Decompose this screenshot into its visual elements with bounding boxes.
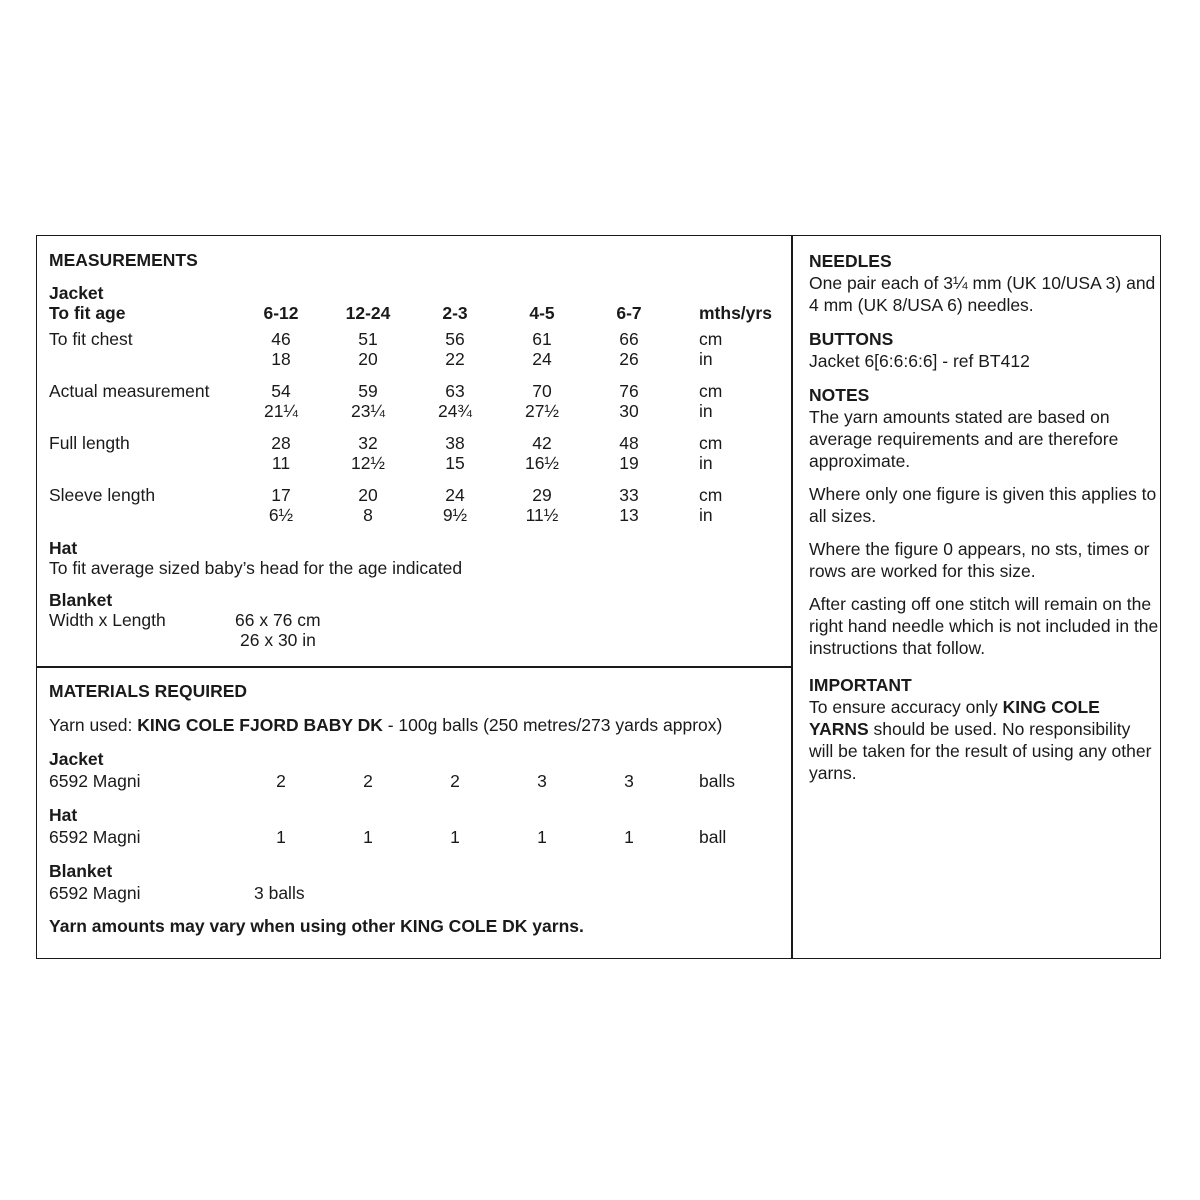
needles-section <box>809 250 1159 316</box>
value-in: 16½ <box>524 453 560 473</box>
fit-age-label: To fit age <box>49 303 126 323</box>
value-cm: 33 <box>619 485 639 505</box>
value-cm: 63 <box>445 381 465 401</box>
value-in: 21¼ <box>263 401 299 421</box>
materials-hat-label: Hat <box>49 805 78 825</box>
measurements-heading: MEASUREMENTS <box>49 250 198 270</box>
yarn-prefix: Yarn used: <box>49 715 138 735</box>
row-label: Full length <box>49 433 130 453</box>
value-in: 24 <box>532 349 552 369</box>
value-cm: 42 <box>532 433 552 453</box>
materials-blanket-label: Blanket <box>49 861 113 881</box>
value-cm: 51 <box>358 329 378 349</box>
notes-heading: NOTES <box>809 385 870 405</box>
important-brand: KING COLE YARNS <box>809 697 1100 739</box>
needles-text: One pair each of 3¼ mm (UK 10/USA 3) and 4 mm (UK 8/USA 6) needles. <box>809 273 1156 315</box>
value-in: 15 <box>445 453 465 473</box>
value-in: 22 <box>445 349 465 369</box>
section-divider <box>36 666 792 668</box>
jacket-qty-unit: balls <box>699 771 735 791</box>
blanket-qty: 3 balls <box>254 883 305 903</box>
hat-qty: 1 <box>537 827 547 847</box>
unit-cm: cm <box>699 381 723 401</box>
jacket-qty: 3 <box>624 771 634 791</box>
blanket-label: Blanket <box>49 590 113 610</box>
blanket-shade: 6592 Magni <box>49 883 141 903</box>
unit-cm: cm <box>699 485 723 505</box>
value-in: 24¾ <box>437 401 473 421</box>
unit-in: in <box>699 453 713 473</box>
value-in: 11½ <box>525 505 559 525</box>
row-label: To fit chest <box>49 329 133 349</box>
hat-qty-unit: ball <box>699 827 727 847</box>
size-header: 6-7 <box>616 303 642 323</box>
hat-qty: 1 <box>363 827 373 847</box>
notes-paragraph: Where only one figure is given this applies to all sizes. <box>809 484 1157 526</box>
size-header: 4-5 <box>529 303 555 323</box>
value-cm: 29 <box>532 485 552 505</box>
value-in: 18 <box>271 349 291 369</box>
jacket-label: Jacket <box>49 283 104 303</box>
important-section <box>809 674 1159 784</box>
size-header: 2-3 <box>442 303 468 323</box>
blanket-size-cm: 66 x 76 cm <box>235 610 321 630</box>
value-in: 6½ <box>268 505 294 525</box>
materials-footer-note: Yarn amounts may vary when using other KING COLE DK yarns. <box>49 916 584 936</box>
buttons-section <box>809 328 1159 372</box>
important-text-b: should be used. No responsibility will be taken for the result of using any other yarns. <box>809 719 1152 783</box>
value-cm: 66 <box>619 329 639 349</box>
value-cm: 20 <box>358 485 378 505</box>
important-heading: IMPORTANT <box>809 675 912 695</box>
yarn-used-line <box>49 715 722 736</box>
value-in: 13 <box>619 505 639 525</box>
notes-paragraph: The yarn amounts stated are based on average requirements and are therefore approximate. <box>809 407 1119 471</box>
value-cm: 32 <box>358 433 378 453</box>
unit-in: in <box>699 349 713 369</box>
value-in: 12½ <box>350 453 386 473</box>
unit-in: in <box>699 401 713 421</box>
row-label: Actual measurement <box>49 381 210 401</box>
value-in: 20 <box>358 349 378 369</box>
buttons-heading: BUTTONS <box>809 329 894 349</box>
value-in: 23¼ <box>350 401 386 421</box>
unit-cm: cm <box>699 433 723 453</box>
value-in: 11 <box>271 453 291 473</box>
value-cm: 61 <box>532 329 552 349</box>
value-in: 19 <box>619 453 639 473</box>
blanket-dimension-label: Width x Length <box>49 610 166 630</box>
value-cm: 76 <box>619 381 639 401</box>
notes-section <box>809 384 1159 659</box>
value-in: 9½ <box>442 505 468 525</box>
hat-qty: 1 <box>624 827 634 847</box>
value-cm: 46 <box>271 329 291 349</box>
blanket-size-in: 26 x 30 in <box>240 630 316 650</box>
jacket-qty: 3 <box>537 771 547 791</box>
value-in: 27½ <box>524 401 560 421</box>
size-header: 12-24 <box>345 303 391 323</box>
value-cm: 28 <box>271 433 291 453</box>
hat-qty: 1 <box>450 827 460 847</box>
value-cm: 54 <box>271 381 291 401</box>
hat-shade: 6592 Magni <box>49 827 141 847</box>
important-text <box>809 696 1159 784</box>
materials-jacket-label: Jacket <box>49 749 104 769</box>
yarn-name: KING COLE FJORD BABY DK <box>137 715 383 735</box>
hat-label: Hat <box>49 538 78 558</box>
row-label: Sleeve length <box>49 485 156 505</box>
jacket-qty: 2 <box>363 771 373 791</box>
value-cm: 17 <box>271 485 291 505</box>
hat-qty: 1 <box>276 827 286 847</box>
value-cm: 48 <box>619 433 639 453</box>
value-cm: 38 <box>445 433 465 453</box>
jacket-qty: 2 <box>450 771 460 791</box>
important-text-a: To ensure accuracy only <box>809 697 1003 717</box>
column-divider <box>791 235 793 959</box>
needles-heading: NEEDLES <box>809 251 892 271</box>
hat-fit-text: To fit average sized baby’s head for the age indicated <box>49 558 463 578</box>
value-in: 30 <box>619 401 639 421</box>
buttons-text: Jacket 6[6:6:6:6] - ref BT412 <box>809 351 1030 371</box>
value-in: 8 <box>363 505 373 525</box>
jacket-qty: 2 <box>276 771 286 791</box>
jacket-shade: 6592 Magni <box>49 771 141 791</box>
unit-in: in <box>699 505 713 525</box>
size-header: 6-12 <box>263 303 299 323</box>
value-in: 26 <box>619 349 639 369</box>
notes-paragraph: After casting off one stitch will remain on the right hand needle which is not included in the instructions that follow. <box>809 594 1159 658</box>
age-unit: mths/yrs <box>699 303 772 323</box>
value-cm: 56 <box>445 329 465 349</box>
value-cm: 24 <box>445 485 465 505</box>
value-cm: 70 <box>532 381 552 401</box>
notes-paragraph: Where the figure 0 appears, no sts, times or rows are worked for this size. <box>809 539 1150 581</box>
materials-heading: MATERIALS REQUIRED <box>49 681 248 701</box>
yarn-suffix: - 100g balls (250 metres/273 yards approx) <box>382 715 723 735</box>
unit-cm: cm <box>699 329 723 349</box>
value-cm: 59 <box>358 381 378 401</box>
